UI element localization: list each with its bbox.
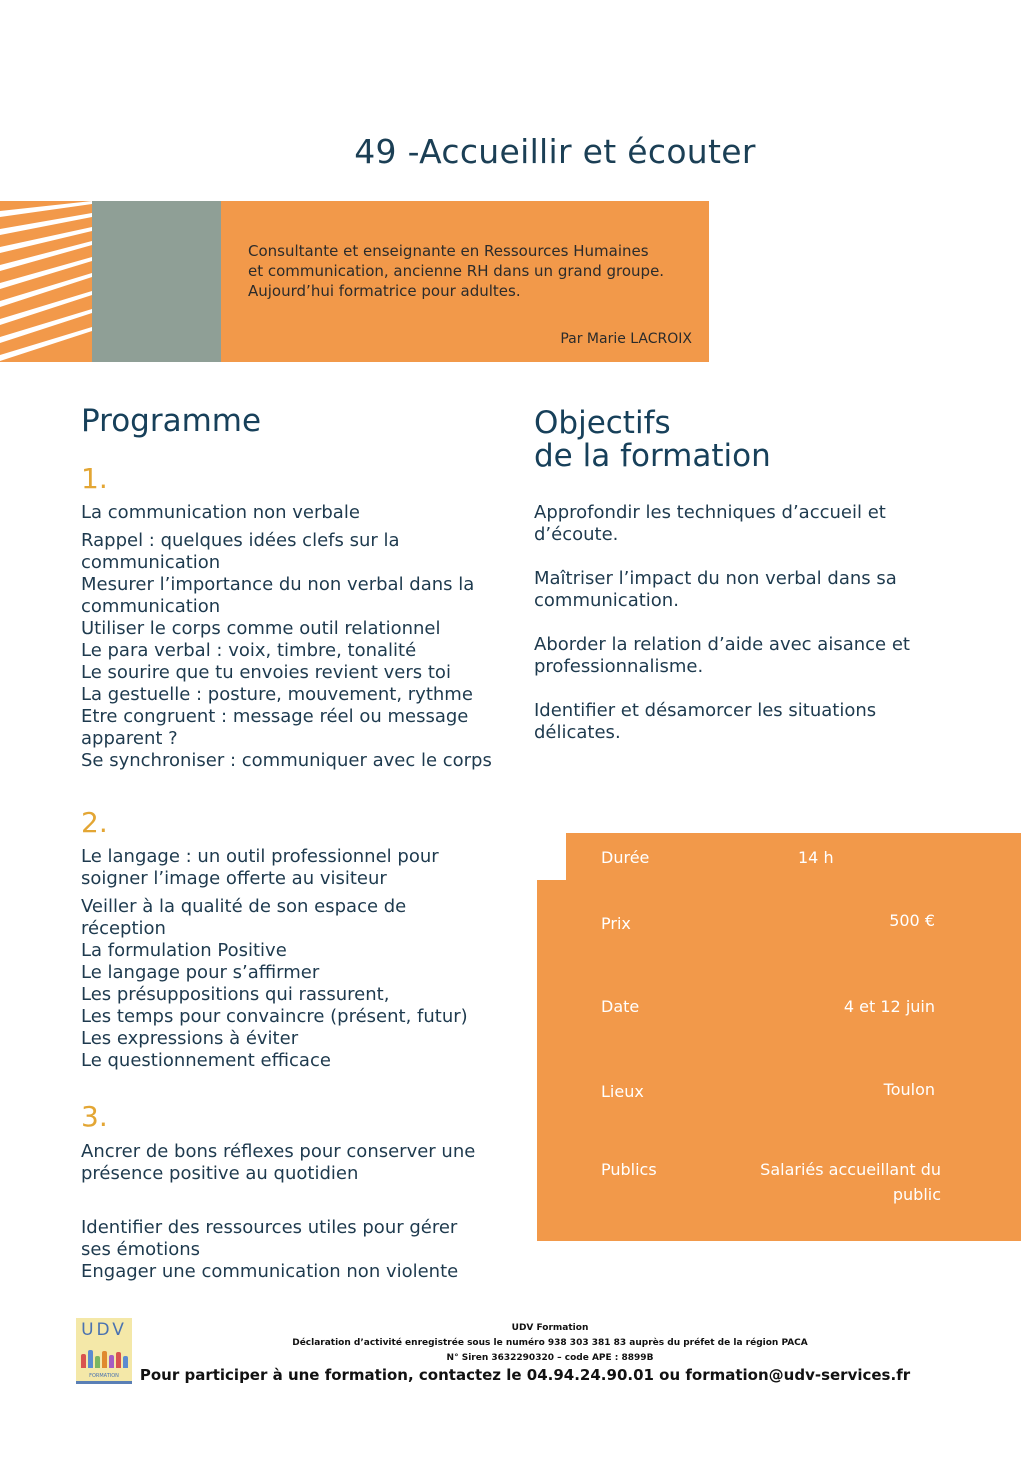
bio-line: Consultante et enseignante en Ressources Humaines (248, 242, 649, 260)
place-label: Lieux (601, 1082, 644, 1101)
list-item: Le questionnement efficace (81, 1050, 331, 1071)
section-heading-line: soigner l’image offerte au visiteur (81, 868, 387, 889)
decorative-stripes (0, 201, 92, 362)
objective-line: d’écoute. (534, 524, 619, 545)
header-grey-block (92, 201, 221, 362)
section-number: 2. (81, 806, 108, 839)
price-label: Prix (601, 914, 631, 933)
audience-value-line: Salariés accueillant du (760, 1160, 941, 1179)
trainer-name: Par Marie LACROIX (560, 331, 692, 347)
section-heading (81, 846, 511, 890)
list-item: Mesurer l’importance du non verbal dans la (81, 574, 475, 595)
objective-line: professionnalisme. (534, 656, 704, 677)
duration-label: Durée (601, 848, 650, 867)
objectives-heading-line: Objectifs (534, 405, 671, 441)
list-item: Veiller à la qualité de son espace de (81, 896, 407, 917)
section-number: 1. (81, 462, 108, 495)
objective-item (534, 700, 934, 744)
page-title: 49 -Accueillir et écouter (354, 132, 756, 171)
section-number: 3. (81, 1100, 108, 1133)
objective-item (534, 634, 934, 678)
programme-heading: Programme (81, 403, 262, 439)
objective-line: délicates. (534, 722, 621, 743)
list-item: Le langage pour s’affirmer (81, 962, 320, 983)
section-2-content (81, 846, 511, 1072)
date-value: 4 et 12 juin (843, 997, 935, 1016)
footer-company: UDV Formation (511, 1323, 589, 1333)
list-item: Rappel : quelques idées clefs sur la (81, 530, 400, 551)
bio-line: Aujourd’hui formatrice pour adultes. (248, 282, 521, 300)
bio-line: et communication, ancienne RH dans un grand groupe. (248, 262, 665, 280)
footer-declaration: Déclaration d’activité enregistrée sous le numéro 938 303 381 83 auprès du préfet de la région PACA (292, 1338, 808, 1348)
objective-item (534, 568, 934, 612)
list-item: Se synchroniser : communiquer avec le corps (81, 750, 492, 771)
objective-line: communication. (534, 590, 679, 611)
section-heading-line: présence positive au quotidien (81, 1163, 359, 1184)
audience-value (721, 1157, 941, 1207)
section-3-content (81, 1141, 511, 1283)
objective-line: Aborder la relation d’aide avec aisance et (534, 634, 910, 655)
list-item: ses émotions (81, 1239, 201, 1260)
list-item: Les temps pour convaincre (présent, futur) (81, 1006, 468, 1027)
list-item: Utiliser le corps comme outil relationnel (81, 618, 441, 639)
list-item: Le para verbal : voix, timbre, tonalité (81, 640, 417, 661)
list-item: réception (81, 918, 166, 939)
logo-subtitle: FORMATION (89, 1373, 119, 1379)
objective-item (534, 502, 934, 546)
list-item: Les présuppositions qui rassurent, (81, 984, 390, 1005)
section-heading-line: Ancrer de bons réflexes pour conserver une (81, 1141, 476, 1162)
objectives-heading-line: de la formation (534, 438, 771, 474)
audience-label: Publics (601, 1160, 657, 1179)
list-item: La formulation Positive (81, 940, 287, 961)
info-box-duration-row (566, 833, 1021, 880)
list-item: Engager une communication non violente (81, 1261, 459, 1282)
list-item: communication (81, 596, 221, 617)
section-heading: La communication non verbale (81, 502, 360, 523)
trainer-bio (248, 241, 698, 301)
objectives-heading (534, 407, 771, 473)
audience-value-line: public (892, 1185, 941, 1204)
section-heading (81, 1141, 511, 1185)
list-item: La gestuelle : posture, mouvement, rythme (81, 684, 473, 705)
price-value: 500 € (889, 911, 935, 930)
objective-line: Approfondir les techniques d’accueil et (534, 502, 886, 523)
date-label: Date (601, 997, 640, 1016)
list-item: apparent ? (81, 728, 178, 749)
section-heading-line: Le langage : un outil professionnel pour (81, 846, 439, 867)
list-item: Identifier des ressources utiles pour gérer (81, 1217, 458, 1238)
logo-wordmark: UDV (81, 1320, 127, 1340)
list-item: communication (81, 552, 221, 573)
section-1-content (81, 502, 511, 772)
duration-value: 14 h (798, 848, 834, 867)
list-item: Le sourire que tu envoies revient vers toi (81, 662, 451, 683)
footer-contact: Pour participer à une formation, contactez le 04.94.24.90.01 ou formation@udv-services.fr (139, 1366, 911, 1384)
trainer-bio-panel (221, 201, 709, 362)
footer-siren: N° Siren 3632290320 – code APE : 8899B (446, 1353, 654, 1363)
list-item: Etre congruent : message réel ou message (81, 706, 469, 727)
info-box (537, 880, 1021, 1241)
place-value: Toulon (883, 1080, 935, 1099)
list-item: Les expressions à éviter (81, 1028, 299, 1049)
objectives-list (534, 502, 934, 766)
objective-line: Identifier et désamorcer les situations (534, 700, 877, 721)
objective-line: Maîtriser l’impact du non verbal dans sa (534, 568, 897, 589)
